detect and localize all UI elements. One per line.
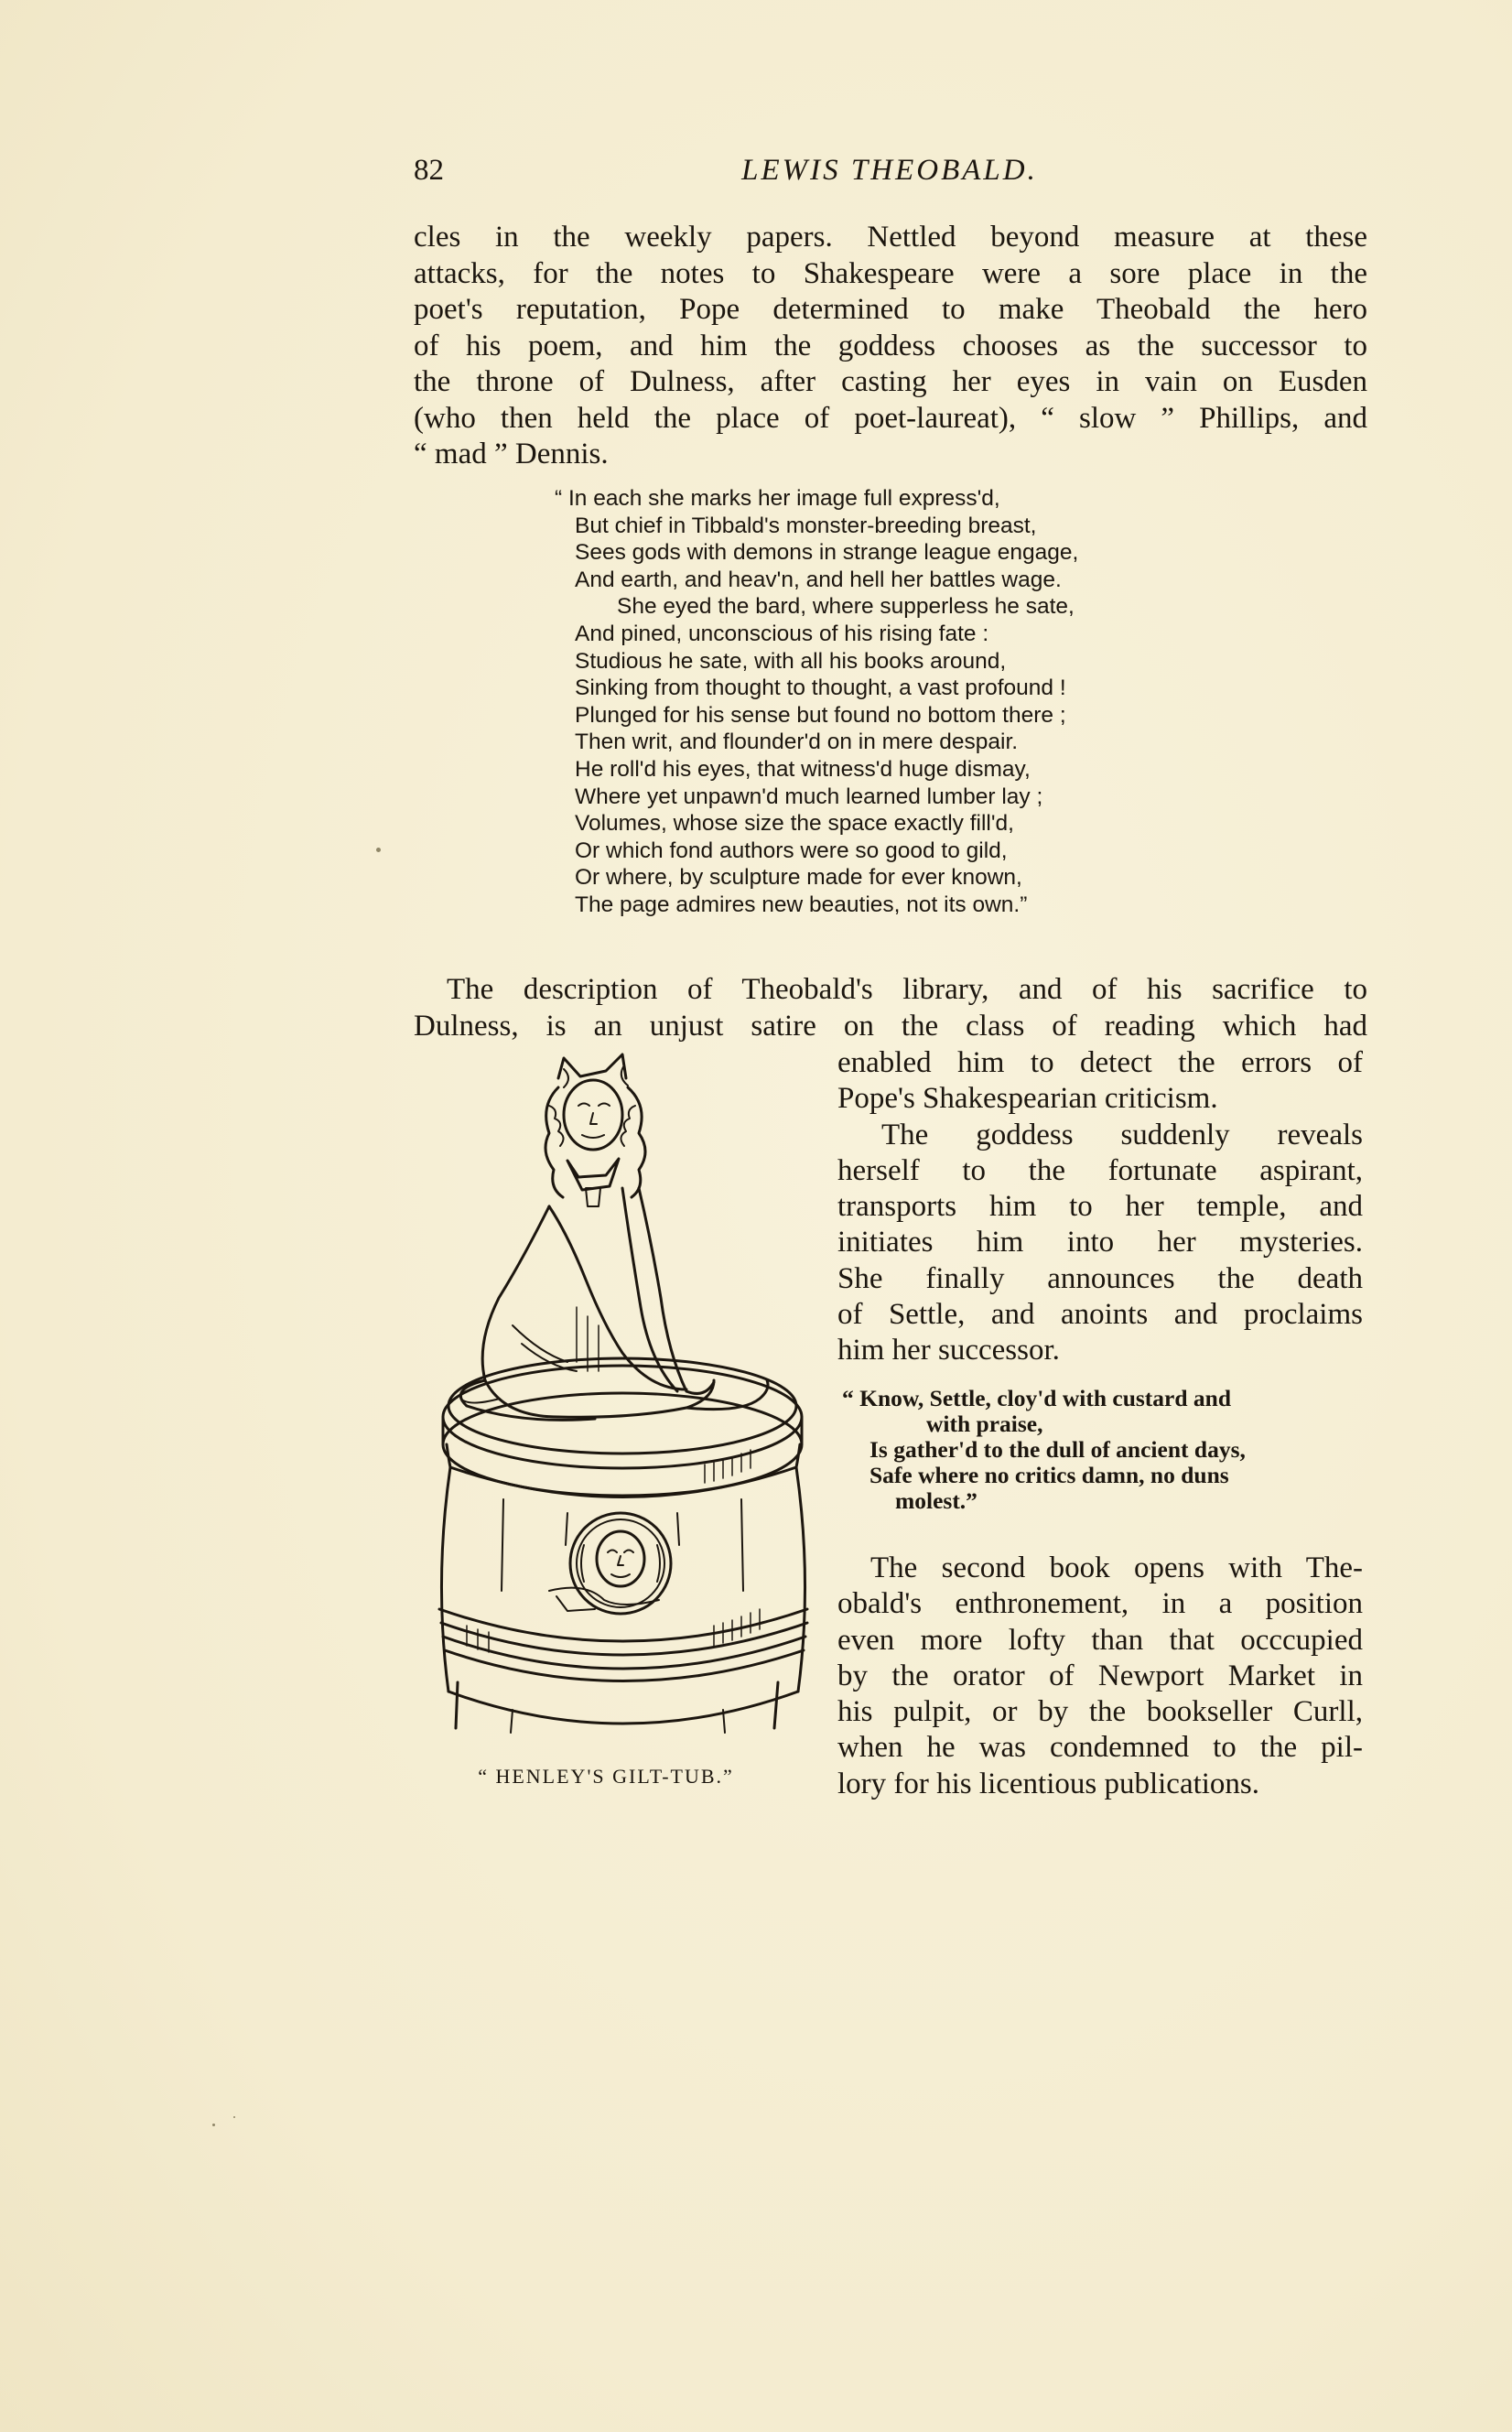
paper-speck [212,2124,215,2126]
page-number: 82 [414,154,444,187]
henleys-gilt-tub-illustration [412,1051,824,1746]
verse-line: And pined, unconscious of his rising fate : [575,621,989,646]
barrel-body [441,1467,450,1692]
verse-line: Plunged for his sense but found no bottom there ; [575,702,1066,728]
text-line: cles in the weekly papers. Nettled beyond measure at these [414,221,1367,254]
verse-line: molest.” [895,1487,977,1514]
text-line: poet's reputation, Pope determined to make Theobald the hero [414,293,1367,326]
paper-speck [233,2116,235,2118]
verse-line: She eyed the bard, where supperless he sate, [617,594,1075,620]
text-line: Pope's Shakespearian criticism. [837,1082,1218,1116]
text-line: of Settle, and anoints and proclaims [837,1298,1363,1332]
text-line: his pulpit, or by the bookseller Curll, [837,1695,1363,1729]
verse-line: And earth, and heav'n, and hell her battles wage. [575,567,1062,592]
verse-line: “ Know, Settle, cloy'd with custard and [842,1385,1232,1411]
verse-quotation-2 [842,1386,1246,1514]
verse-line: Volumes, whose size the space exactly fill'd, [575,811,1014,837]
text-line: of his poem, and him the goddess chooses as the successor to [414,329,1367,362]
verse-line: “ In each she marks her image full express'd, [555,486,1000,511]
text-line: the throne of Dulness, after casting her eyes in vain on Eusden [414,365,1367,398]
verse-line: Is gather'd to the dull of ancient days, [869,1436,1246,1463]
text-line: obald's enthronement, in a position [837,1587,1363,1621]
verse-line: Studious he sate, with all his books around, [575,648,1007,674]
verse-line: Safe where no critics damn, no duns [869,1462,1229,1488]
running-title: LEWIS THEOBALD. [741,154,1038,187]
paragraph-1 [414,220,1367,473]
verse-line: Sinking from thought to thought, a vast profound ! [575,676,1066,701]
text-line: by the orator of Newport Market in [837,1659,1363,1692]
paper-speck [376,848,381,852]
verse-line: with praise, [926,1411,1043,1437]
text-line: (who then held the place of poet-laureat), “ slow ” Phillips, and [414,401,1367,435]
text-line: The goddess suddenly reveals [881,1118,1363,1151]
text-line: initiates him into her mysteries. [837,1226,1363,1259]
text-line: “ mad ” Dennis. [414,438,609,470]
text-line: The description of Theobald's library, and of his sacrifice to [447,973,1367,1006]
text-line: transports him to her temple, and [837,1190,1363,1224]
text-line: lory for his licentious publications. [837,1767,1260,1800]
paragraph-2 [414,972,1367,1044]
text-line: enabled him to detect the errors of [837,1046,1363,1079]
text-line: him her successor. [837,1334,1060,1367]
verse-line: Or where, by sculpture made for ever known, [575,865,1022,891]
verse-line: Or which fond authors were so good to gild, [575,838,1008,863]
verse-line: Then writ, and flounder'd on in mere despair. [575,730,1019,755]
medallion-portrait [570,1513,671,1614]
verse-line: He roll'd his eyes, that witness'd huge dismay, [575,756,1031,782]
text-line: when he was condemned to the pil- [837,1731,1363,1765]
verse-line: But chief in Tibbald's monster-breeding breast, [575,513,1037,538]
illustration-caption: “ HENLEY'S GILT-TUB.” [478,1765,734,1788]
right-column-text-2 [837,1551,1363,1802]
verse-line: Sees gods with demons in strange league engage, [575,540,1079,566]
right-column-text-1 [837,1045,1363,1369]
verse-line: The page admires new beauties, not its own.” [575,892,1028,917]
text-line: The second book opens with The- [870,1551,1363,1584]
verse-line: Where yet unpawn'd much learned lumber lay ; [575,784,1043,809]
text-line: attacks, for the notes to Shakespeare were a sore place in the [414,256,1367,290]
page-header [414,154,1366,200]
text-line: She finally announces the death [837,1261,1363,1295]
text-line: herself to the fortunate aspirant, [837,1153,1363,1187]
verse-quotation-1 [555,485,1078,919]
text-line: Dulness, is an unjust satire on the class of reading which had [414,1009,1367,1043]
text-line: even more lofty than that occcupied [837,1623,1363,1657]
